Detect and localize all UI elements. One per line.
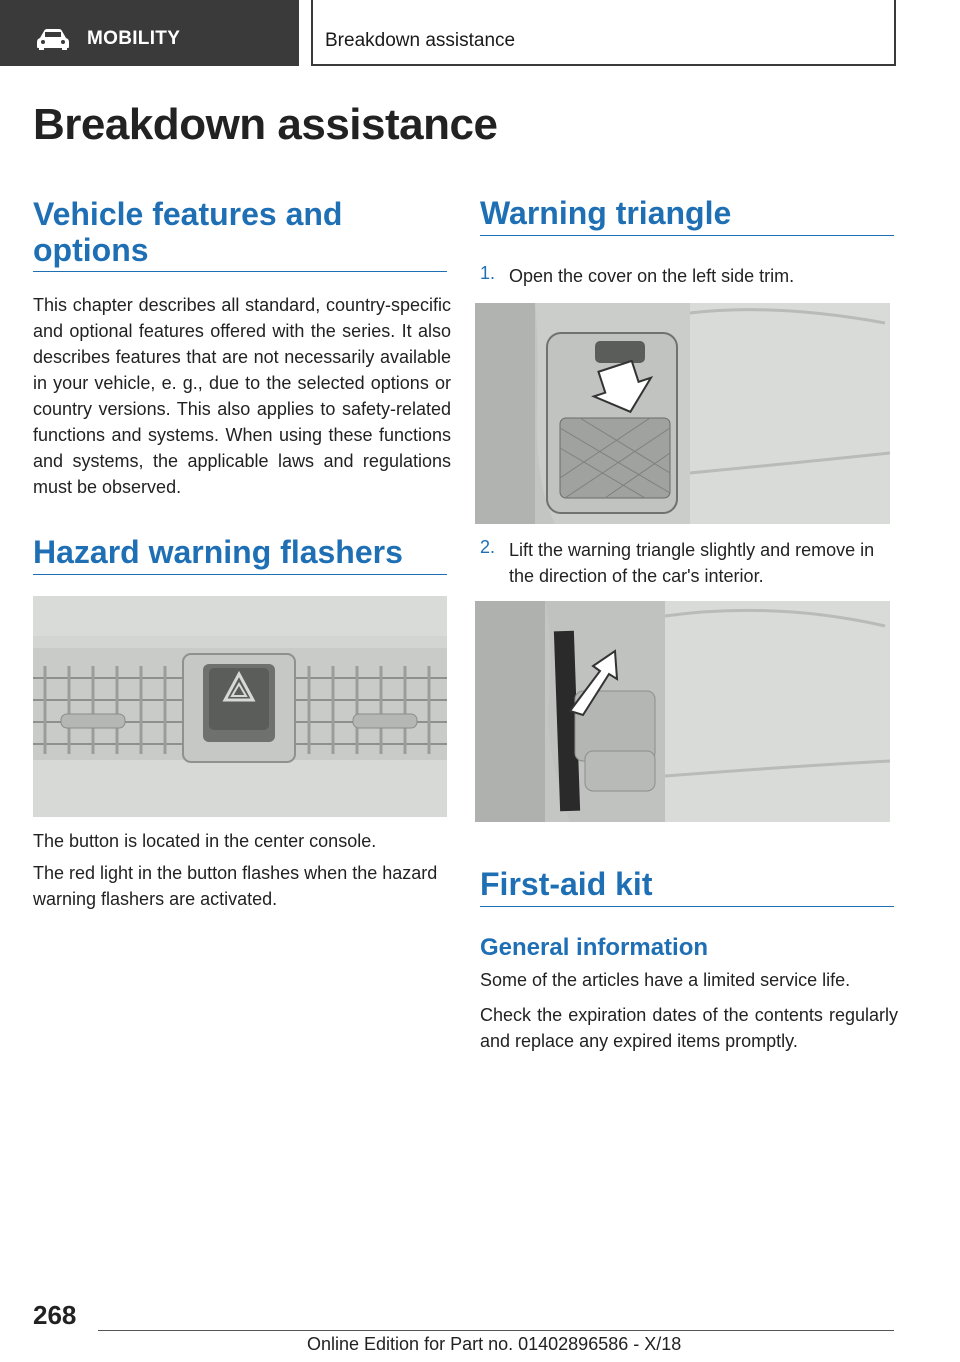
page-number: 268 (33, 1300, 77, 1330)
car-icon (36, 28, 70, 50)
hazard-location-text: The button is located in the center console. (33, 831, 377, 851)
remove-warning-triangle-illustration (475, 601, 890, 822)
heading-rule (33, 574, 447, 575)
hazard-light-text: The red light in the button flashes when the hazard warning flashers are activated. (33, 863, 438, 909)
edition-footer: Online Edition for Part no. 01402896586 - X/18 (307, 1334, 682, 1354)
section-label: MOBILITY (87, 28, 181, 49)
vehicle-features-heading: Vehicle features and options (33, 196, 343, 268)
heading-rule (480, 235, 894, 236)
first-aid-heading: First-aid kit (480, 866, 653, 902)
step-text: Open the cover on the left side trim. (509, 266, 795, 286)
heading-rule (33, 271, 447, 272)
general-info-text: Some of the articles have a limited service life. (480, 970, 851, 990)
warning-triangle-heading: Warning triangle (480, 195, 732, 231)
step-number: 2. (480, 537, 496, 557)
heading-rule (480, 906, 894, 907)
hazard-heading: Hazard warning flashers (33, 534, 403, 570)
expiration-text: Check the expiration dates of the contents regularly and replace any expired items promptly. (480, 1005, 898, 1051)
general-info-heading: General information (480, 934, 709, 961)
hazard-button-illustration (33, 596, 447, 817)
page-title: Breakdown assistance (33, 100, 498, 149)
vehicle-features-text: This chapter describes all standard, country-specific and optional features offered with the series. It also describes features that are not necessarily available in your vehicle, e. g., due to the selected options or country versions. This also applies to safety-related functions and systems. When using these functions and systems, the applicable laws and regulations must be observed. (33, 295, 451, 497)
breadcrumb-label: Breakdown assistance (325, 30, 516, 51)
side-trim-cover-illustration (475, 303, 890, 524)
footer-rule (98, 1330, 894, 1331)
step-number: 1. (480, 263, 496, 283)
step-text: Lift the warning triangle slightly and remove in the direction of the car's interior. (509, 540, 875, 586)
